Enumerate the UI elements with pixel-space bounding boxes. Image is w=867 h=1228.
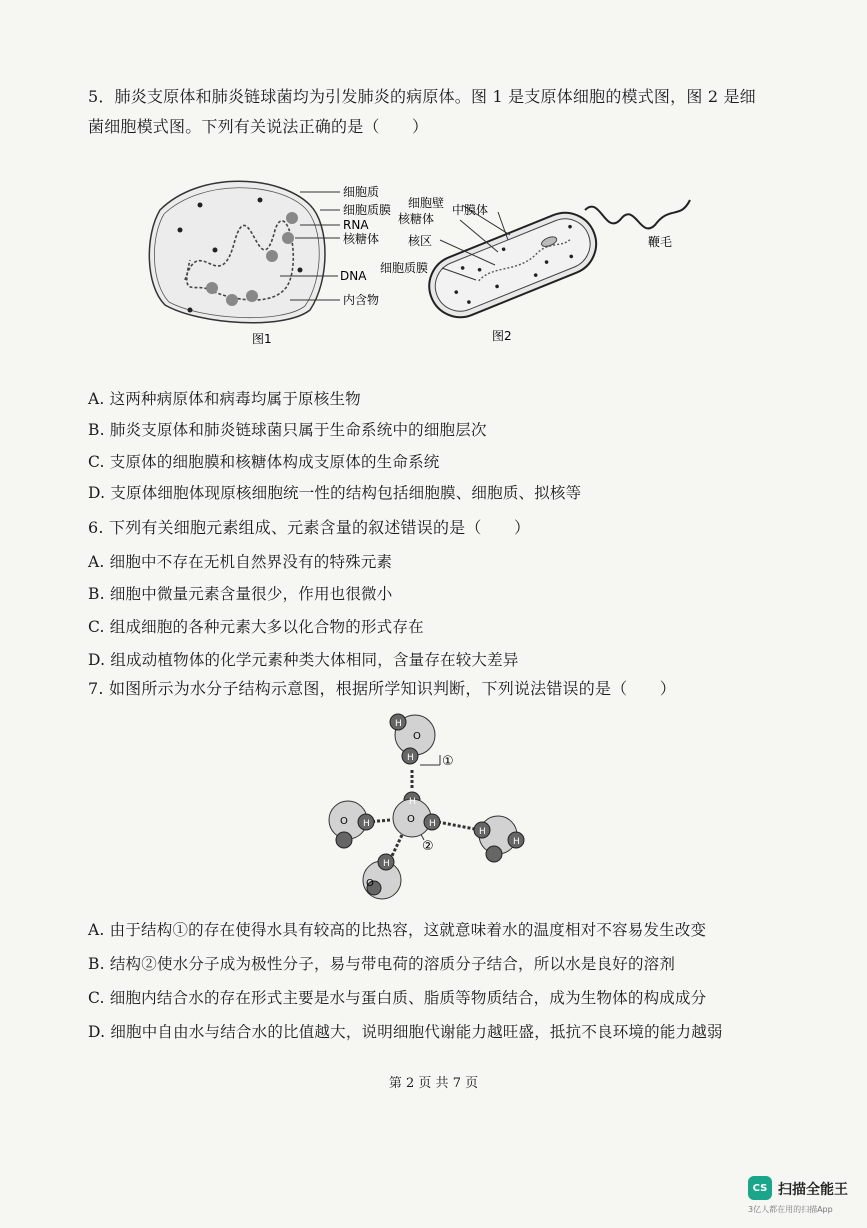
fig1-label-dna: DNA [340,269,367,283]
fig1-label-cytoplasm: 细胞质 [343,185,380,199]
fig2-caption: 图2 [492,329,512,343]
q7-option-b: B. 结构②使水分子成为极性分子，易与带电荷的溶质分子结合，所以水是良好的溶剂 [88,955,676,973]
atom-h: H [409,797,416,807]
q6-stem: 6. 下列有关细胞元素组成、元素含量的叙述错误的是（ ） [88,518,531,537]
atom-h: H [407,753,414,763]
q5-option-a: A. 这两种病原体和病毒均属于原核生物 [88,390,361,408]
fig1-label-ribosome: 核糖体 [343,232,380,246]
fig1-label-membrane: 细胞质膜 [343,203,392,217]
scanner-app-name: 扫描全能王 [778,1182,848,1198]
q7-option-d: D. 细胞中自由水与结合水的比值越大，说明细胞代谢能力越旺盛，抵抗不良环境的能力越弱 [88,1023,723,1041]
atom-h: H [363,819,370,829]
fig2-label-mesosome: 中膜体 [452,203,489,217]
atom-o: O [340,816,348,827]
q5-stem-line2: 菌细胞模式图。下列有关说法正确的是（ ） [88,117,429,136]
q6-option-b: B. 细胞中微量元素含量很少，作用也很微小 [88,585,393,603]
q6-option-d: D. 组成动植物体的化学元素种类大体相同，含量存在较大差异 [88,651,519,669]
fig1-label-inclusion: 内含物 [343,293,380,307]
fig1-label-rna: RNA [343,218,369,232]
q7-option-c: C. 细胞内结合水的存在形式主要是水与蛋白质、脂质等物质结合，成为生物体的构成成分 [88,989,707,1007]
figure-water-molecules [320,700,550,910]
q7-stem: 7. 如图所示为水分子结构示意图，根据所学知识判断，下列说法错误的是（ ） [88,679,676,698]
q6-option-a: A. 细胞中不存在无机自然界没有的特殊元素 [88,553,393,571]
fig2-label-wall: 细胞壁 [408,196,445,210]
scanner-watermark [748,1176,858,1220]
atom-h: H [513,837,520,847]
fig2-label-membrane: 细胞质膜 [380,261,429,275]
fig2-label-nucleoid: 核区 [408,234,433,248]
q5-option-c: C. 支原体的细胞膜和核糖体构成支原体的生命系统 [88,453,440,471]
atom-h: H [479,827,486,837]
structure-mark-2: ② [422,839,434,854]
q5-option-b: B. 肺炎支原体和肺炎链球菌只属于生命系统中的细胞层次 [88,421,487,439]
atom-h: H [429,819,436,829]
atom-h: H [395,719,402,729]
fig2-label-flagellum: 鞭毛 [648,235,673,249]
q6-option-c: C. 组成细胞的各种元素大多以化合物的形式存在 [88,618,424,636]
q5-stem-line1: 5．肺炎支原体和肺炎链球菌均为引发肺炎的病原体。图 1 是支原体细胞的模式图，图 2 是细 [88,87,756,106]
atom-o: O [366,878,374,889]
fig2-label-ribosome: 核糖体 [398,212,435,226]
q5-option-d: D. 支原体细胞体现原核细胞统一性的结构包括细胞膜、细胞质、拟核等 [88,484,582,502]
scanner-tagline: 3亿人都在用的扫描App [748,1205,833,1214]
scanner-logo-icon: CS [748,1176,772,1200]
page-number-footer: 第 2 页 共 7 页 [388,1076,479,1091]
structure-mark-1: ① [442,754,454,769]
atom-o: O [407,814,415,825]
atom-h: H [383,859,390,869]
figure-bacterium [380,180,720,350]
q7-option-a: A. 由于结构①的存在使得水具有较高的比热容，这就意味着水的温度相对不容易发生改变 [88,921,707,939]
atom-o: O [413,731,421,742]
fig1-caption: 图1 [252,332,272,346]
